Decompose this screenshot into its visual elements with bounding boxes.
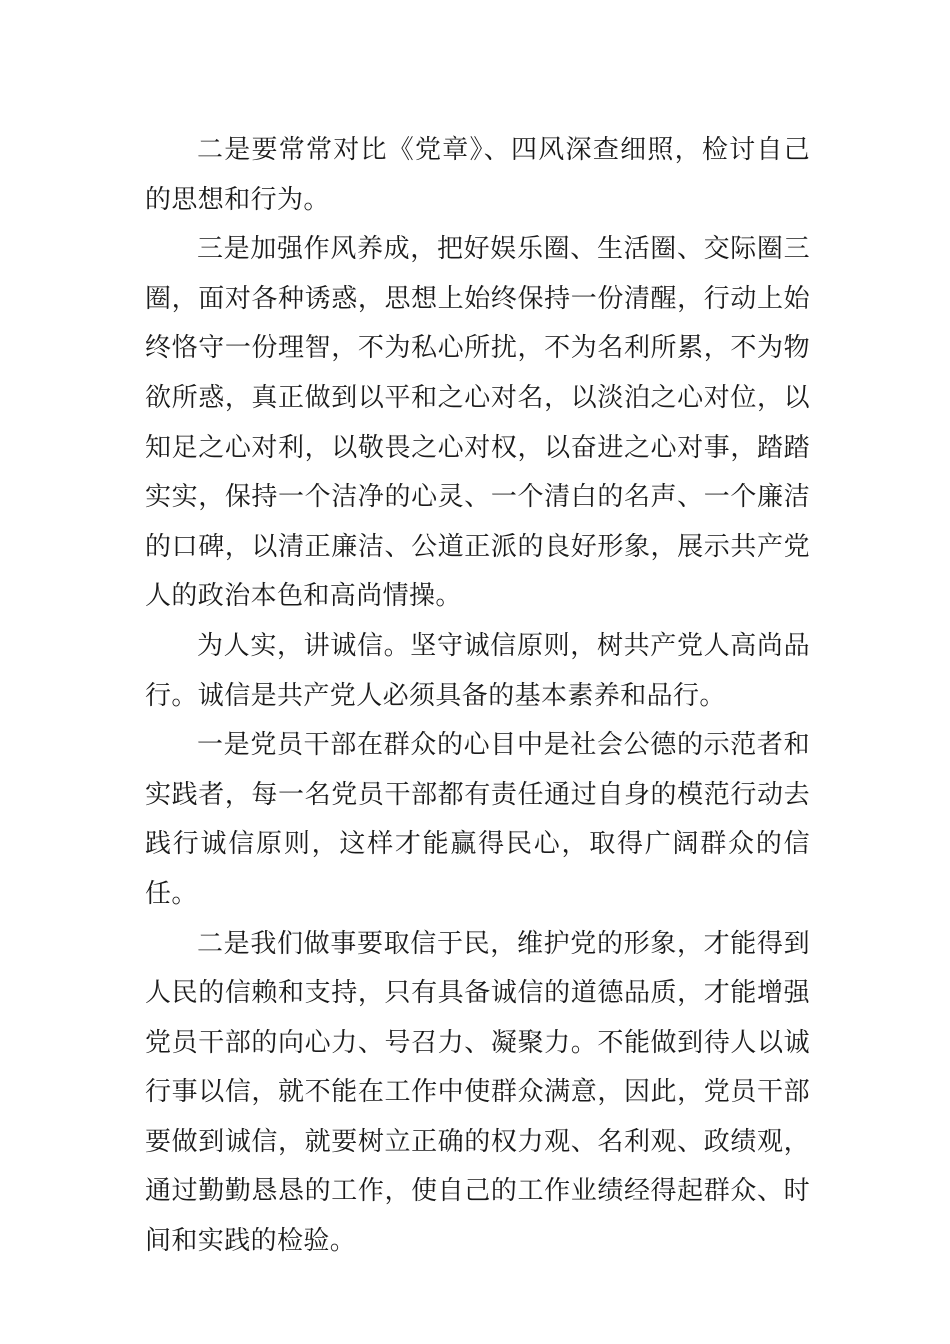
document-body xyxy=(145,126,810,1267)
paragraph-3: 为人实，讲诚信。坚守诚信原则，树共产党人高尚品行。诚信是共产党人必须具备的基本素养和品行。 xyxy=(145,630,810,711)
paragraph-2: 三是加强作风养成，把好娱乐圈、生活圈、交际圈三圈，面对各种诱惑，思想上始终保持一份清醒，行动上始终恪守一份理智，不为私心所扰，不为名利所累，不为物欲所惑，真正做到以平和之心对名，以淡泊之心对位，以知足之心对利，以敬畏之心对权，以奋进之心对事，踏踏实实，保持一个洁净的心灵、一个清白的名声、一个廉洁的口碑，以清正廉洁、公道正派的良好形象，展示共产党人的政治本色和高尚情操。 xyxy=(145,234,810,612)
paragraph-4: 一是党员干部在群众的心目中是社会公德的示范者和实践者，每一名党员干部都有责任通过自身的模范行动去践行诚信原则，这样才能赢得民心，取得广阔群众的信任。 xyxy=(145,730,810,909)
paragraph-1: 二是要常常对比《党章》、四风深查细照，检讨自己的思想和行为。 xyxy=(145,135,810,215)
paragraph-5: 二是我们做事要取信于民，维护党的形象，才能得到人民的信赖和支持，只有具备诚信的道德品质，才能增强党员干部的向心力、号召力、凝聚力。不能做到待人以诚行事以信，就不能在工作中使群众满意，因此，党员干部要做到诚信，就要树立正确的权力观、名利观、政绩观，通过勤勤恳恳的工作，使自己的工作业绩经得起群众、时间和实践的检验。 xyxy=(145,928,810,1257)
